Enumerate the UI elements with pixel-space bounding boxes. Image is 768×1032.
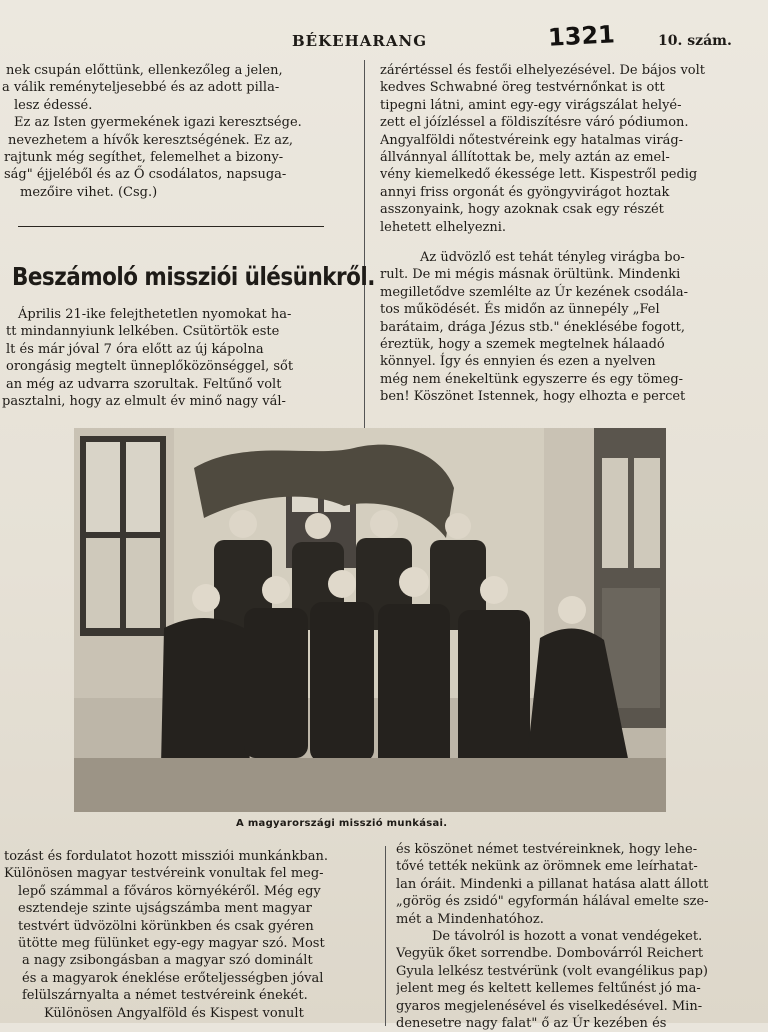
text-line: Április 21-ike felejthetetlen nyomokat ha-: [18, 307, 292, 322]
text-line: Angyalföldi nőtestvéreink egy hatalmas virág-: [380, 132, 684, 148]
text-line: nek csupán előttünk, ellenkezőleg a jelen,: [6, 63, 283, 78]
left-column-bottom: [0, 848, 380, 1022]
text-line: lehetett elhelyezni.: [380, 219, 507, 235]
text-line: lt és már jóval 7 óra előtt az új kápolna: [6, 341, 264, 357]
text-line: rult. De mi mégis másnak örültünk. Mindenki: [380, 267, 681, 283]
text-line: mét a Mindenhatóhoz.: [396, 911, 544, 927]
left-column-middle: [0, 306, 356, 410]
right-column-top: [380, 62, 750, 236]
newspaper-title: BÉKEHARANG: [292, 32, 428, 50]
text-line: könnyel. Így és ennyien és ezen a nyelven: [380, 354, 656, 370]
text-line: rajtunk még segíthet, felemelhet a bizony-: [4, 150, 284, 166]
column-rule: [364, 60, 365, 432]
text-line: ütötte meg fülünket egy-egy magyar szó. Most: [18, 936, 325, 952]
text-line: állvánnyal állítottak be, mely aztán az emel-: [380, 150, 670, 166]
text-line: Különösen magyar testvéreink vonultak fel meg-: [4, 866, 324, 882]
column-rule-bottom: [385, 846, 386, 1026]
text-line: Ez az Isten gyermekének igazi keresztsége.: [14, 115, 302, 131]
text-line: Az üdvözlő est tehát tényleg virágba bo-: [420, 250, 685, 265]
text-line: ben! Köszönet Istennek, hogy elhozta e percet: [380, 389, 686, 405]
text-line: testvért üdvözölni körünkben és csak gyéren: [18, 918, 314, 934]
text-line: zárértéssel és festői elhelyezésével. De bájos volt: [380, 63, 705, 78]
text-line: éreztük, hogy a szemek megtelnek hálaadó: [380, 337, 665, 353]
handwritten-page-number: 1321: [547, 20, 616, 52]
article-divider: [18, 226, 324, 227]
article-headline: Beszámoló missziói ülésünkről.: [12, 262, 375, 291]
text-line: tos működését. És midőn az ünnepély „Fel: [380, 302, 660, 318]
text-line: asszonyaink, hogy azoknak csak egy részét: [380, 202, 664, 218]
photo-illustration: [74, 428, 666, 812]
text-line: kedves Schwabné öreg testvérnőnkat is ott: [380, 80, 665, 96]
text-line: vény kiemelkedő ékessége lett. Kispestről pedig: [380, 167, 698, 183]
text-line: nevezhetem a hívők keresztségének. Ez az,: [8, 132, 294, 148]
text-line: és a magyarok éneklése erőteljességben jóval: [22, 970, 324, 986]
group-photograph: [74, 428, 666, 812]
text-line: zett el jóízléssel a földiszítésre váró pódiumon.: [380, 115, 689, 131]
page-header: [0, 20, 768, 56]
text-line: Vegyük őket sorrendbe. Dombovárról Reichert: [396, 946, 704, 962]
text-line: Különösen Angyalföld és Kispest vonult: [44, 1005, 304, 1021]
text-line: lan óráit. Mindenki a pillanat hatása alatt állott: [396, 876, 709, 892]
right-column-bottom: [396, 841, 768, 1032]
text-line: De távolról is hozott a vonat vendégeket.: [432, 929, 703, 945]
text-line: lepő számmal a főváros környékéről. Még egy: [18, 883, 321, 899]
text-line: a válik reményteljesebbé és az adott pilla-: [2, 80, 280, 96]
text-line: annyi friss orgonát és gyöngyvirágot hoztak: [380, 184, 670, 200]
text-line: tipegni látni, amint egy-egy virágszálat helyé-: [380, 97, 682, 113]
text-line: lesz édessé.: [14, 97, 93, 113]
text-line: megilletődve szemlélte az Úr kezének csodála-: [380, 284, 689, 300]
text-line: denesetre nagy falat" ő az Úr kezében és: [396, 1016, 667, 1032]
left-column-top: [0, 62, 356, 201]
text-line: barátaim, drága Jézus stb." éneklésébe fogott,: [380, 319, 686, 335]
text-line: „görög és zsidó" egyformán hálával emelte sze-: [396, 894, 709, 910]
text-line: tozást és fordulatot hozott missziói munkánkban.: [4, 849, 328, 864]
text-line: tt mindannyiunk lelkében. Csütörtök este: [6, 324, 280, 340]
text-line: ság" éjjeléből és az Ő csodálatos, napsuga-: [4, 167, 287, 183]
text-line: orongásig megtelt ünneplőközönséggel, sőt: [6, 359, 294, 375]
text-line: a nagy zsibongásban a magyar szó dominált: [22, 953, 313, 969]
text-line: jelent meg és keltett kellemes feltűnést jó ma-: [396, 981, 701, 997]
text-line: esztendeje szinte ujságszámba ment magyar: [18, 901, 312, 917]
photo-caption: A magyarországi misszió munkásai.: [236, 818, 448, 829]
text-line: mezőire vihet. (Csg.): [20, 184, 158, 200]
text-line: tővé tették nekünk az örömnek eme leírhatat-: [396, 859, 698, 875]
text-line: még nem énekeltünk egyszerre és egy tömeg-: [380, 371, 684, 387]
text-line: és köszönet német testvéreinknek, hogy lehe-: [396, 842, 698, 857]
text-line: felülszárnyalta a német testvéreink énekét.: [22, 988, 308, 1004]
text-line: gyaros megjelenésével és viselkedésével. Min-: [396, 998, 703, 1014]
text-line: pasztalni, hogy az elmult év minő nagy vál-: [2, 394, 286, 410]
right-column-middle: [380, 249, 750, 406]
issue-number: 10. szám.: [658, 33, 732, 49]
text-line: Gyula lelkész testvérünk (volt evangélikus pap): [396, 963, 708, 979]
text-line: an még az udvarra szorultak. Feltűnő volt: [6, 376, 282, 392]
